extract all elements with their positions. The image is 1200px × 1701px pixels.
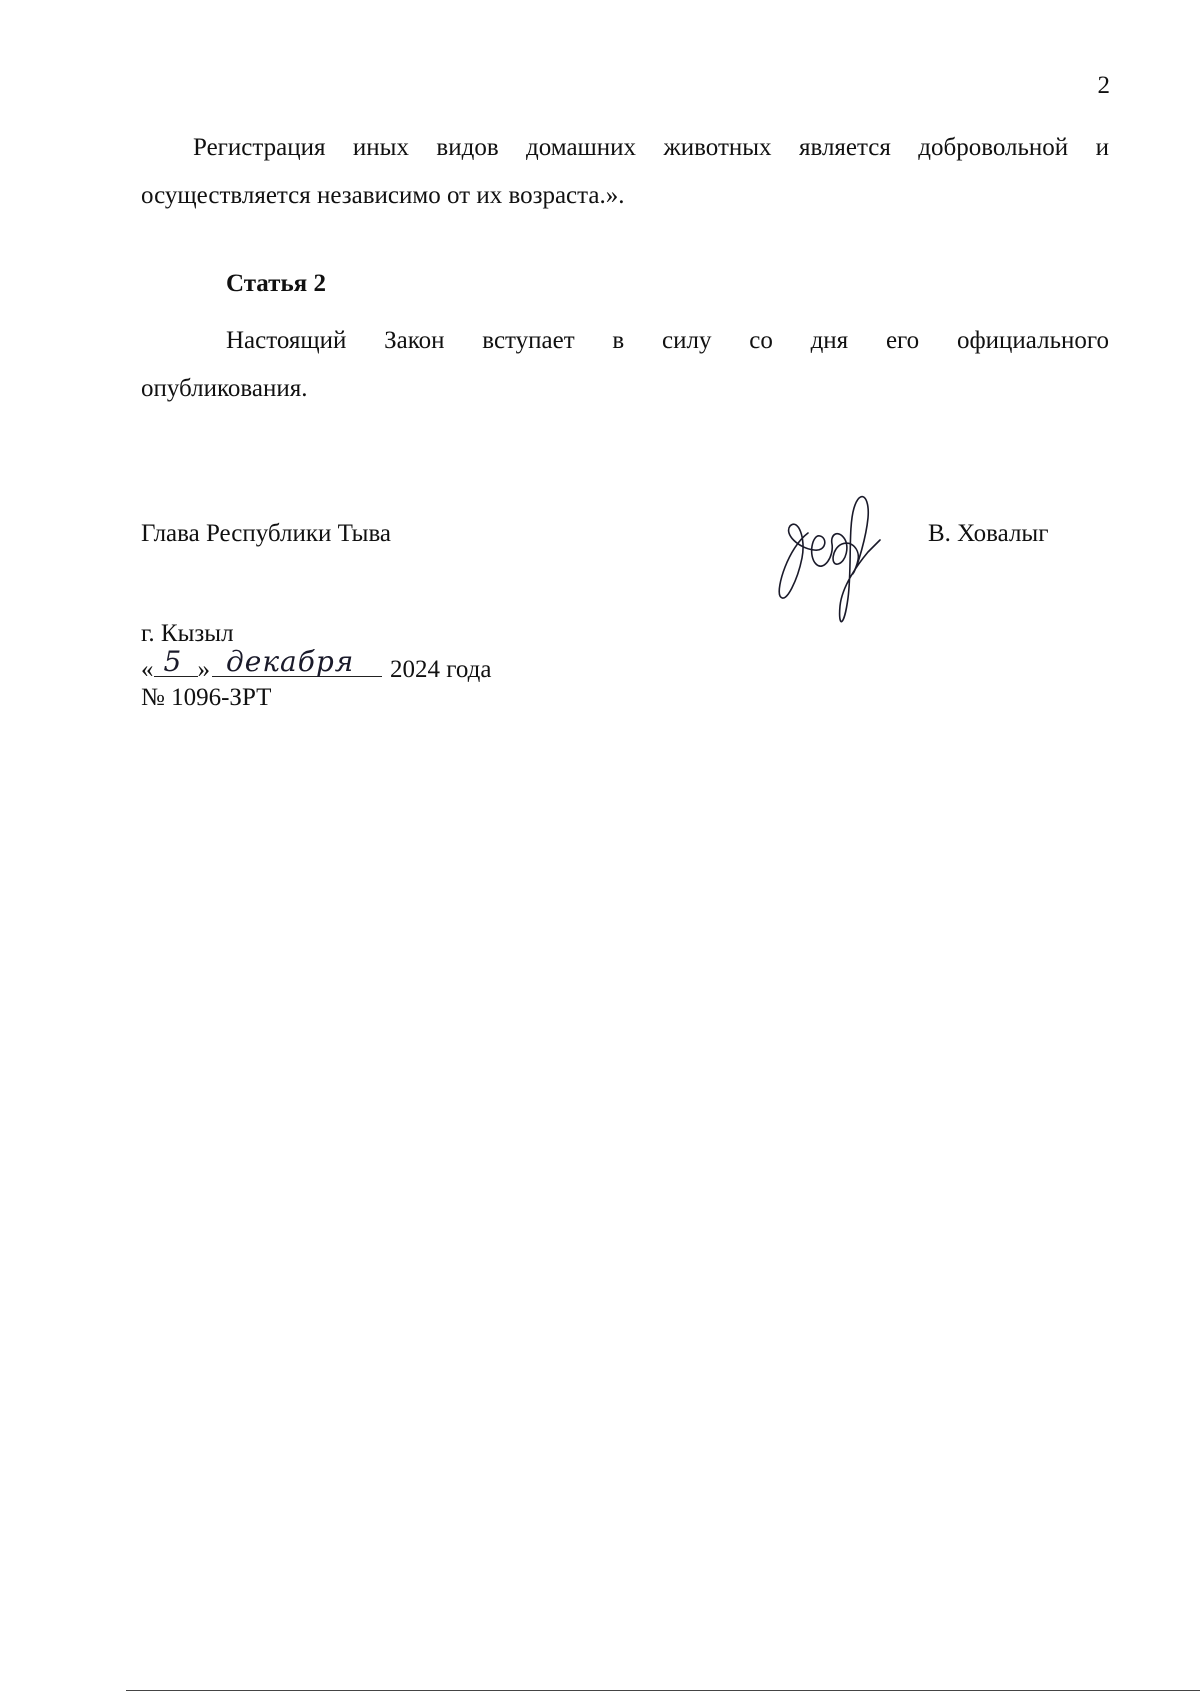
date-year: 2024 года [390,656,492,683]
article-title: Статья 2 [226,270,326,297]
signing-date [141,645,492,686]
quote-close: » [197,656,210,683]
paragraph-effective-date [141,317,1109,413]
paragraph-line: Регистрация иных видов домашних животных является добровольной и [193,134,1109,161]
handwritten-day: 5 [163,645,182,678]
signer-name: В. Ховалыг [928,520,1049,547]
paragraph-registration [141,124,1109,220]
paragraph-line: Настоящий Закон вступает в силу со дня его официального [226,327,1109,354]
day-blank [154,645,198,678]
month-blank [212,645,382,678]
place-of-signing: г. Кызыл [141,620,234,647]
signer-title: Глава Республики Тыва [141,520,392,547]
handwritten-month: декабря [226,645,355,678]
page-number: 2 [1097,72,1110,99]
law-number: № 1096-ЗРТ [141,684,272,711]
quote-open: « [141,656,154,683]
paragraph-line: опубликования. [141,375,308,402]
paragraph-line: осуществляется независимо от их возраста.». [141,182,625,209]
bottom-divider [126,1690,1200,1691]
handwritten-signature [768,478,918,628]
